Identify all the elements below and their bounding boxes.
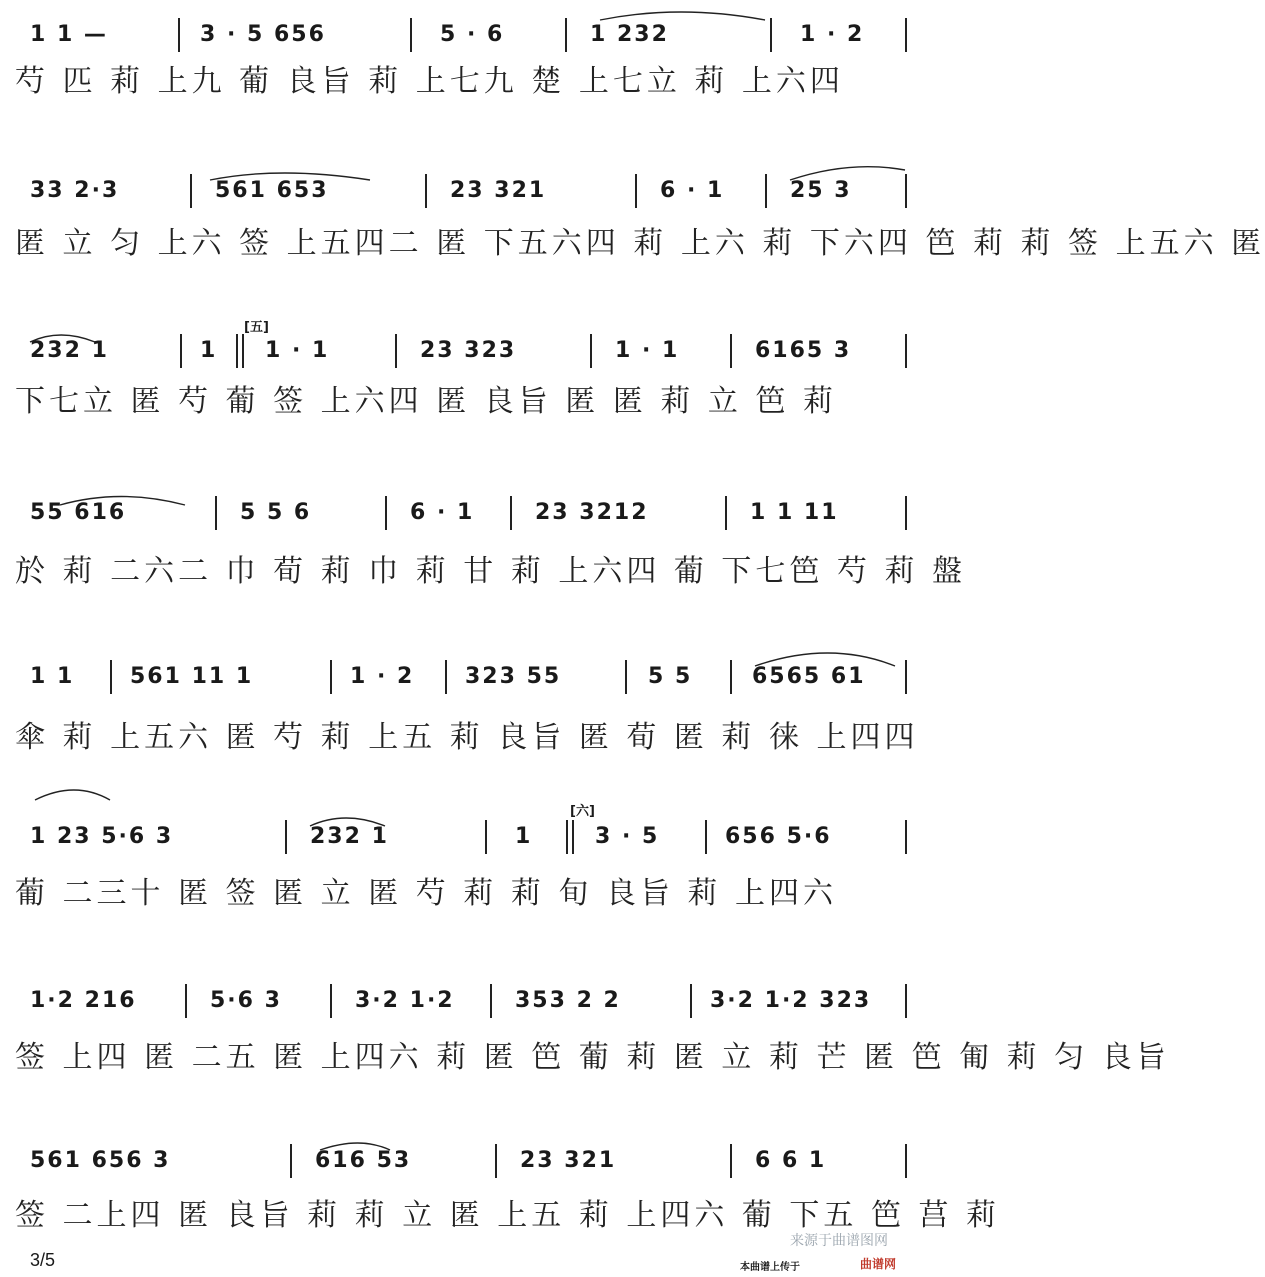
- measure: 55 616: [30, 500, 127, 525]
- barline: [395, 334, 397, 368]
- measure: 23 323: [420, 338, 517, 363]
- barline: [410, 18, 412, 52]
- barline: [290, 1144, 292, 1178]
- barline: [765, 174, 767, 208]
- notation-line-7: [0, 980, 930, 1040]
- measure: 616 53: [315, 1148, 412, 1173]
- notation-line-4: [0, 492, 930, 552]
- measure: 23 321: [450, 178, 547, 203]
- barline: [590, 334, 592, 368]
- measure: 1 · 1: [615, 338, 680, 363]
- measure: 1: [515, 824, 533, 849]
- barline: [905, 496, 907, 530]
- measure: 6 · 1: [660, 178, 725, 203]
- measure: 1 1 11: [750, 500, 839, 525]
- barline: [905, 660, 907, 694]
- measure: 5 5 6: [240, 500, 312, 525]
- measure: 6 6 1: [755, 1148, 827, 1173]
- measure: 5·6 3: [210, 988, 282, 1013]
- notation-line-6: [0, 816, 930, 876]
- barline: [445, 660, 447, 694]
- measure: 6 · 1: [410, 500, 475, 525]
- jianzipu-characters: 匿 立 匀 上六 签 上五四二 匿 下五六四 莉 上六 莉 下六四 笆 莉 莉 签 上五六 匿: [15, 226, 1265, 261]
- double-barline: [572, 820, 574, 854]
- measure: 561 653: [215, 178, 329, 203]
- barline: [285, 820, 287, 854]
- measure: 3 · 5: [595, 824, 660, 849]
- barline: [905, 820, 907, 854]
- barline: [905, 984, 907, 1018]
- measure: 656 5·6: [725, 824, 832, 849]
- section-marker: [五]: [244, 320, 269, 335]
- barline: [490, 984, 492, 1018]
- measure: 561 656 3: [30, 1148, 171, 1173]
- barline: [725, 496, 727, 530]
- notation-line-5: [0, 656, 930, 716]
- tablature-line-7: [0, 1032, 1170, 1092]
- double-barline: [236, 334, 238, 368]
- measure: 1 1: [30, 664, 75, 689]
- barline: [635, 174, 637, 208]
- barline: [510, 496, 512, 530]
- barline: [770, 18, 772, 52]
- tablature-line-1: [0, 56, 930, 116]
- measure: 1·2 216: [30, 988, 137, 1013]
- measure: 5 5: [648, 664, 693, 689]
- tablature-line-6: [0, 868, 930, 928]
- double-barline: [566, 820, 568, 854]
- measure: 1 · 2: [350, 664, 415, 689]
- barline: [565, 18, 567, 52]
- barline: [905, 334, 907, 368]
- barline: [190, 174, 192, 208]
- jianzipu-characters: 签 二上四 匿 良旨 莉 莉 立 匿 上五 莉 上四六 葡 下五 笆 莒 莉: [15, 1198, 1001, 1233]
- measure: 1 1 —: [30, 22, 108, 47]
- page-indicator: 3/5: [30, 1250, 56, 1270]
- measure: 1: [200, 338, 218, 363]
- barline: [690, 984, 692, 1018]
- barline: [730, 660, 732, 694]
- barline: [905, 18, 907, 52]
- barline: [905, 1144, 907, 1178]
- watermark-logo: 曲谱网: [860, 1257, 897, 1271]
- jianzipu-characters: 葡 二三十 匿 签 匿 立 匿 芍 莉 莉 旬 良旨 莉 上四六: [15, 876, 837, 911]
- section-marker: [六]: [570, 804, 595, 819]
- tablature-line-3: [0, 376, 930, 436]
- measure: 1 232: [590, 22, 669, 47]
- jianzipu-characters: 芍 匹 莉 上九 葡 良旨 莉 上七九 楚 上七立 莉 上六四: [15, 64, 844, 99]
- barline: [730, 334, 732, 368]
- barline: [730, 1144, 732, 1178]
- measure: 1 · 1: [265, 338, 330, 363]
- watermark-text: 来源于曲谱图网: [790, 1232, 888, 1248]
- measure: 6165 3: [755, 338, 852, 363]
- measure: 23 321: [520, 1148, 617, 1173]
- measure: 561 11 1: [130, 664, 254, 689]
- barline: [185, 984, 187, 1018]
- jianzipu-characters: 傘 莉 上五六 匿 芍 莉 上五 莉 良旨 匿 荀 匿 莉 徕 上四四: [15, 720, 919, 755]
- tablature-line-5: [0, 712, 930, 772]
- barline: [495, 1144, 497, 1178]
- double-barline: [242, 334, 244, 368]
- measure: 23 3212: [535, 500, 649, 525]
- barline: [215, 496, 217, 530]
- measure: 3 · 5 656: [200, 22, 326, 47]
- tablature-line-2: [0, 218, 1265, 278]
- barline: [178, 18, 180, 52]
- slur: [35, 790, 110, 800]
- measure: 5 · 6: [440, 22, 505, 47]
- barline: [180, 334, 182, 368]
- measure: 1 · 2: [800, 22, 865, 47]
- barline: [485, 820, 487, 854]
- barline: [625, 660, 627, 694]
- jianzipu-characters: 签 上四 匿 二五 匿 上四六 莉 匿 笆 葡 莉 匿 立 莉 芒 匿 笆 匍 莉 匀 良旨: [15, 1040, 1170, 1075]
- measure: 3·2 1·2 323: [710, 988, 872, 1013]
- barline: [425, 174, 427, 208]
- tablature-line-4: [0, 546, 967, 606]
- barline: [905, 174, 907, 208]
- measure: 232 1: [30, 338, 109, 363]
- measure: 1 23 5·6 3: [30, 824, 174, 849]
- barline: [110, 660, 112, 694]
- measure: 232 1: [310, 824, 389, 849]
- upload-credit: 本曲谱上传于: [740, 1262, 800, 1273]
- measure: 33 2·3: [30, 178, 120, 203]
- barline: [330, 660, 332, 694]
- measure: 3·2 1·2: [355, 988, 455, 1013]
- barline: [330, 984, 332, 1018]
- measure: 6565 61: [752, 664, 866, 689]
- barline: [385, 496, 387, 530]
- jianzipu-characters: 下七立 匿 芍 葡 签 上六四 匿 良旨 匿 匿 莉 立 笆 莉: [15, 384, 837, 419]
- measure: 323 55: [465, 664, 562, 689]
- measure: 25 3: [790, 178, 852, 203]
- barline: [705, 820, 707, 854]
- jianzipu-characters: 於 莉 二六二 巾 荀 莉 巾 莉 甘 莉 上六四 葡 下七笆 芍 莉 盤: [15, 554, 967, 589]
- measure: 353 2 2: [515, 988, 621, 1013]
